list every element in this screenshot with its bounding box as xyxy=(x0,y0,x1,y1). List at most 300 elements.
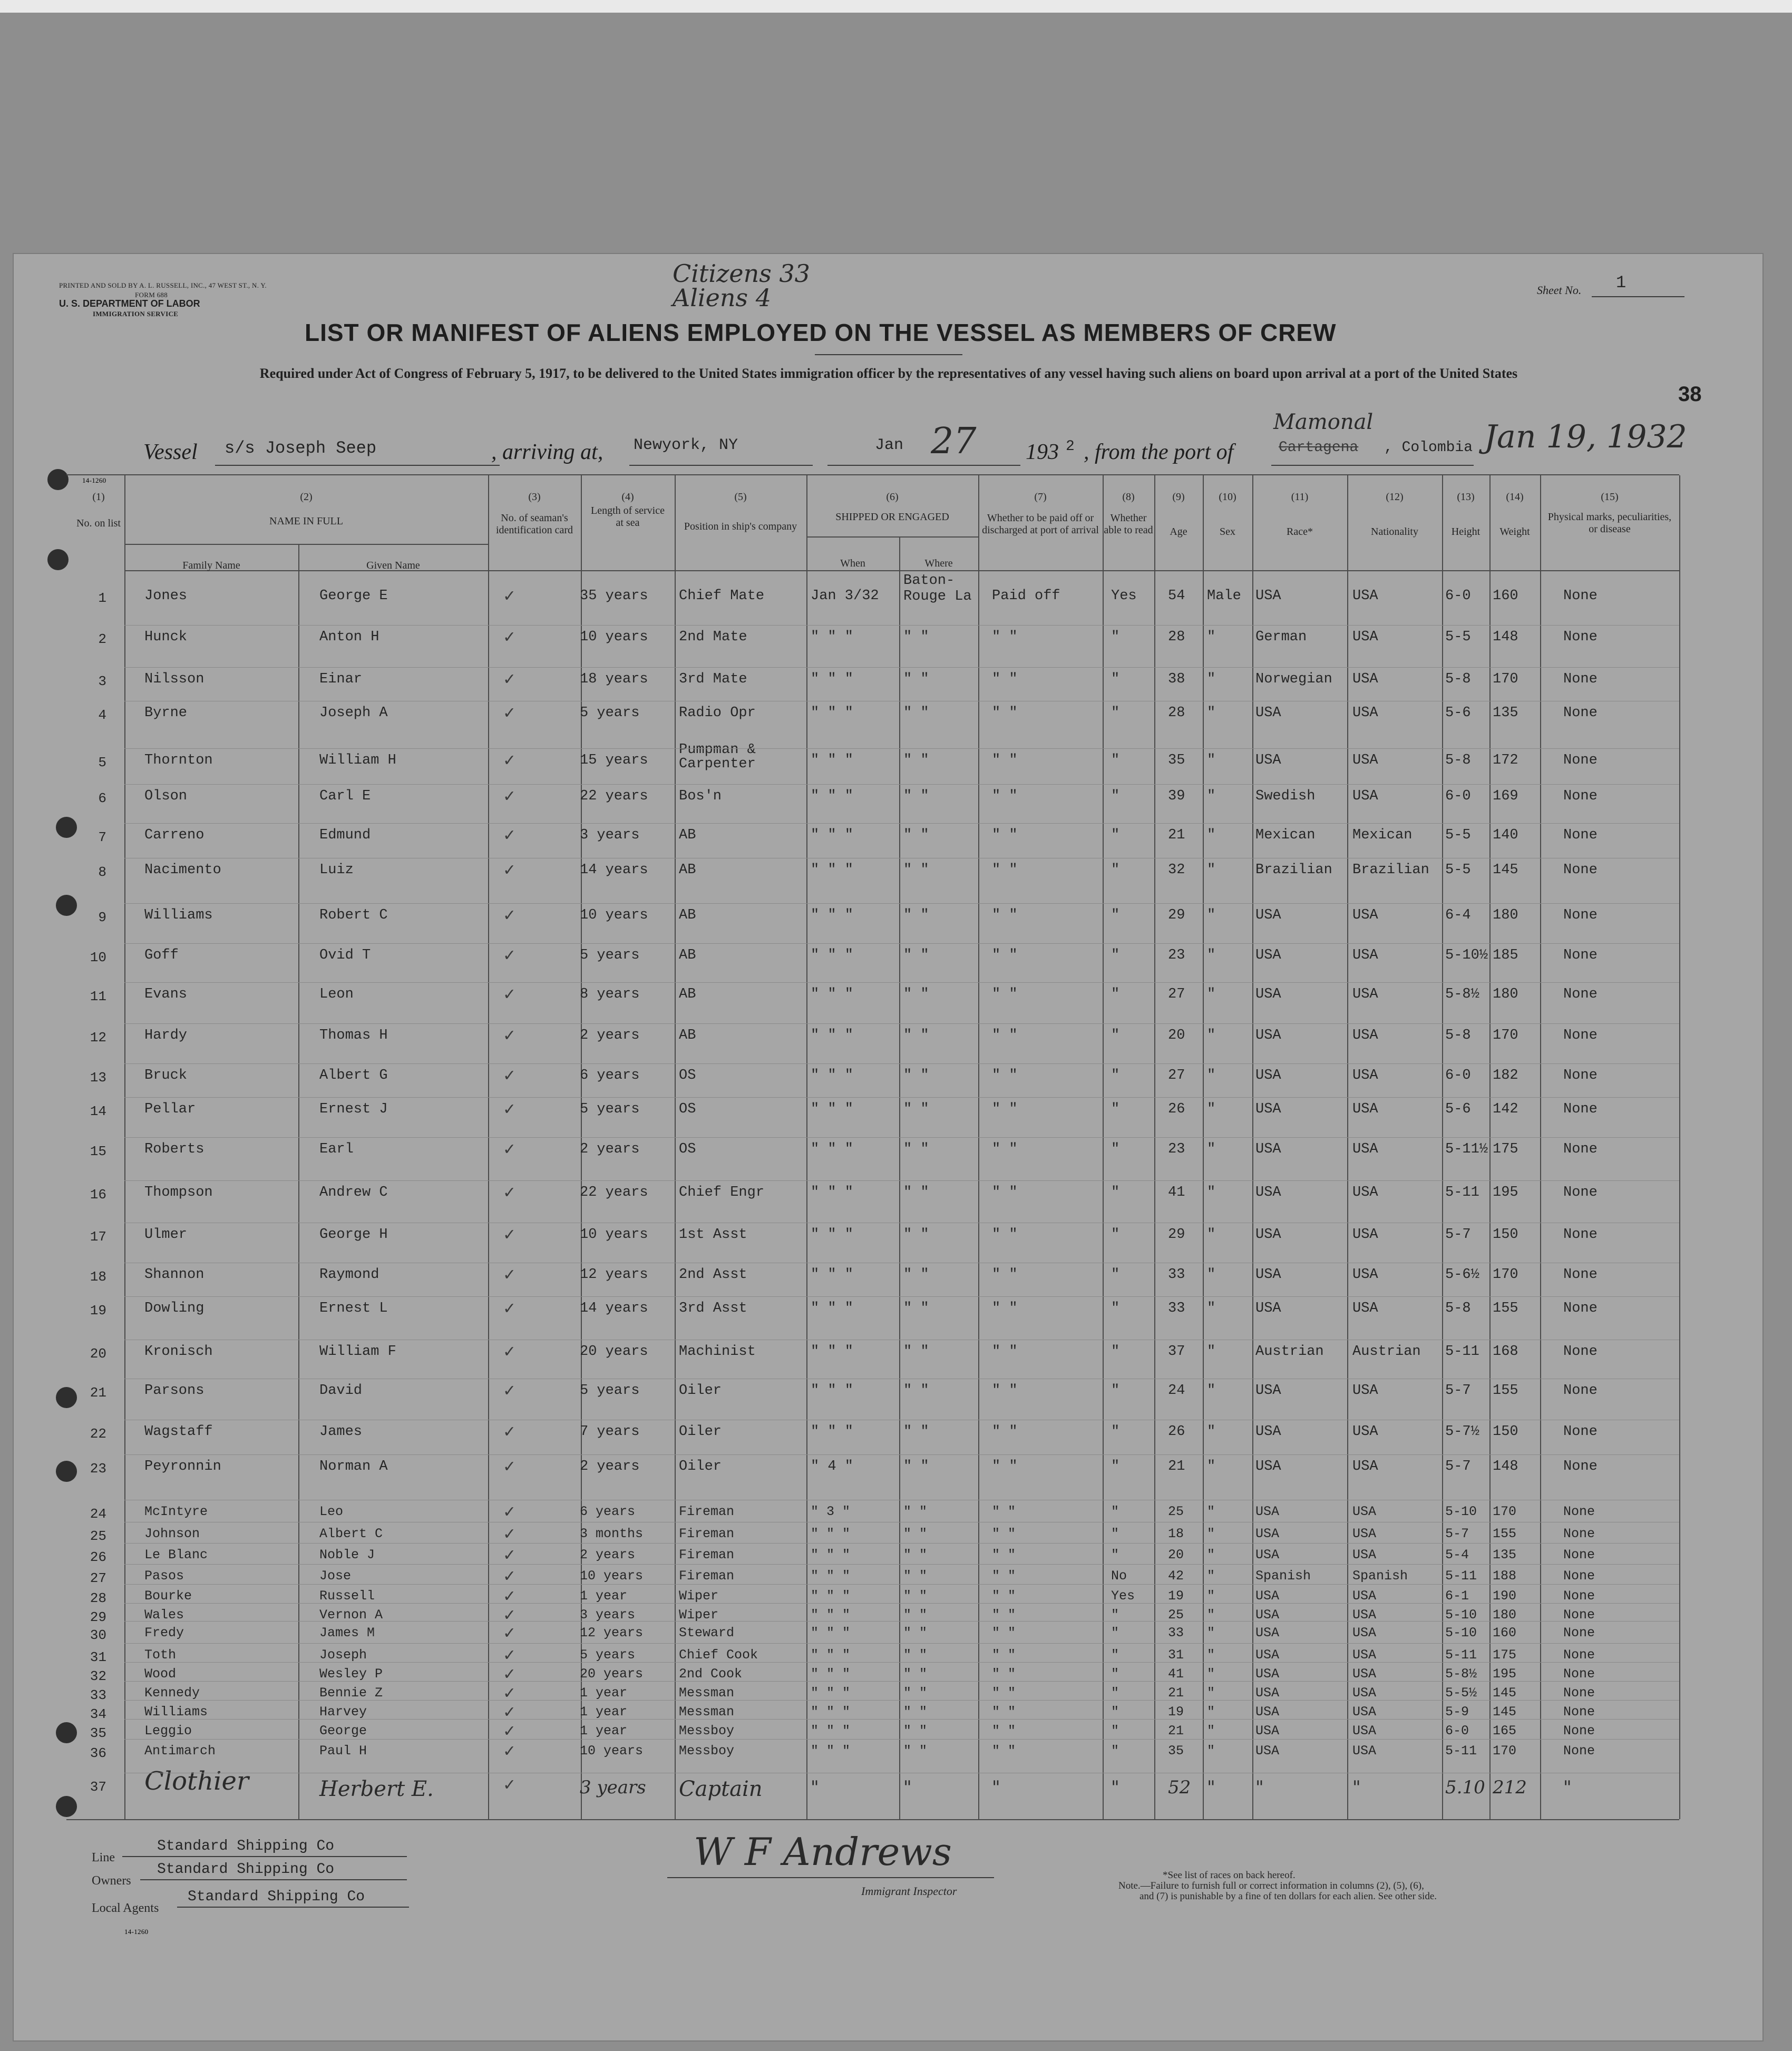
cell-sex: " xyxy=(1207,671,1216,687)
cell-when: " " " xyxy=(811,862,854,878)
cell-height: 5-8½ xyxy=(1445,987,1479,1002)
cell-height: 5-8 xyxy=(1445,1301,1471,1316)
id-card-checkmark: ✓ xyxy=(504,1665,515,1685)
cell-read: " xyxy=(1111,1068,1120,1083)
cell-weight: 148 xyxy=(1493,629,1518,645)
id-card-checkmark: ✓ xyxy=(504,1140,515,1160)
cell-service: 8 years xyxy=(580,987,640,1002)
cell-weight: 135 xyxy=(1493,705,1518,721)
cell-when: " " " xyxy=(811,1101,854,1117)
cell-service: 10 years xyxy=(580,1227,648,1243)
cell-weight: 180 xyxy=(1493,1607,1517,1623)
cell-read: " xyxy=(1111,1704,1119,1720)
cell-where: " " xyxy=(903,1459,929,1474)
cell-when: " " " xyxy=(811,1028,854,1043)
cell-height: 5-5½ xyxy=(1445,1685,1477,1701)
cell-sex: " xyxy=(1207,987,1216,1002)
cell-where: " " xyxy=(903,1743,928,1759)
row-number: 36 xyxy=(90,1745,106,1761)
cell-race: Swedish xyxy=(1255,788,1316,804)
cell-paid: " " xyxy=(992,1101,1018,1117)
cell-race: USA xyxy=(1255,588,1281,604)
cell-race: USA xyxy=(1255,1607,1280,1623)
cell-marks: None xyxy=(1563,1028,1598,1043)
table-top-border xyxy=(66,474,1679,475)
cell-nationality: USA xyxy=(1352,987,1378,1002)
cell-paid: " xyxy=(992,1777,1000,1798)
cell-where: " " xyxy=(903,1568,928,1584)
footer-note-penalty-2: and (7) is punishable by a fine of ten dollars for each alien. See other side. xyxy=(1140,1891,1437,1902)
cell-when: " " " xyxy=(811,1685,851,1701)
footer-form-code: 14-1260 xyxy=(124,1928,149,1936)
row-number: 8 xyxy=(98,864,106,880)
cell-service: 12 years xyxy=(580,1625,644,1640)
cell-when: " " " xyxy=(811,1227,854,1243)
cell-race: USA xyxy=(1255,1383,1281,1399)
line-value: Standard Shipping Co xyxy=(157,1838,335,1854)
cell-marks: None xyxy=(1563,1267,1598,1283)
cell-position: Fireman xyxy=(679,1504,735,1519)
cell-where: " " xyxy=(903,1424,929,1440)
row-number: 28 xyxy=(90,1590,106,1606)
cell-position: AB xyxy=(679,1028,696,1043)
cell-position: Messman xyxy=(679,1685,735,1701)
cell-height: 5-7 xyxy=(1445,1459,1471,1474)
cell-race: USA xyxy=(1255,1068,1281,1083)
id-card-checkmark: ✓ xyxy=(504,1027,515,1047)
row-number: 14 xyxy=(90,1103,106,1119)
cell-where: " " xyxy=(903,1588,928,1604)
row-rule xyxy=(124,1454,1679,1455)
cell-position: Radio Opr xyxy=(679,705,756,721)
departure-date: Jan 19, 1932 xyxy=(1484,418,1687,455)
cell-family: Peyronnin xyxy=(144,1459,221,1474)
page-number: 38 xyxy=(1678,383,1702,406)
cell-when: " " " xyxy=(811,1344,854,1360)
cell-weight: 190 xyxy=(1493,1588,1517,1604)
cell-service: 10 years xyxy=(580,1743,644,1759)
cell-when: " " " xyxy=(811,1267,854,1283)
cell-where: " " xyxy=(903,1383,929,1399)
cell-family: Le Blanc xyxy=(144,1547,208,1562)
cell-paid: " " xyxy=(992,705,1018,721)
cell-marks: None xyxy=(1563,948,1598,963)
cell-when: " xyxy=(811,1777,819,1798)
cell-height: 5.10 xyxy=(1445,1777,1485,1798)
cell-given: Earl xyxy=(319,1141,354,1157)
departure-port-handwritten: Mamonal xyxy=(1273,410,1374,434)
cell-height: 6-0 xyxy=(1445,788,1471,804)
cell-given: Einar xyxy=(319,671,363,687)
id-card-checkmark: ✓ xyxy=(504,1684,515,1704)
row-rule xyxy=(124,667,1679,668)
cell-when: " " " xyxy=(811,629,854,645)
cell-read: " xyxy=(1111,907,1120,923)
punch-hole xyxy=(47,469,69,490)
cell-marks: None xyxy=(1563,753,1598,768)
cell-sex: " xyxy=(1207,753,1216,768)
cell-weight: 195 xyxy=(1493,1666,1517,1682)
cell-position: 2nd Cook xyxy=(679,1666,743,1682)
cell-position: Captain xyxy=(679,1777,763,1801)
cell-sex: " xyxy=(1207,1625,1215,1640)
cell-height: 5-8 xyxy=(1445,1028,1471,1043)
id-card-checkmark: ✓ xyxy=(504,1587,515,1607)
cell-paid: " " xyxy=(992,1344,1018,1360)
cell-weight: 148 xyxy=(1493,1459,1518,1474)
cell-service: 3 years xyxy=(580,1777,646,1798)
cell-family: Kronisch xyxy=(144,1344,213,1360)
punch-hole xyxy=(47,549,69,570)
cell-service: 22 years xyxy=(580,1185,648,1200)
cell-marks: None xyxy=(1563,1607,1595,1623)
cell-weight: 155 xyxy=(1493,1383,1518,1399)
cell-paid: " " xyxy=(992,1141,1018,1157)
year-suffix: 2 xyxy=(1066,438,1075,455)
cell-nationality: USA xyxy=(1352,1227,1378,1243)
cell-family: McIntyre xyxy=(144,1504,208,1519)
cell-weight: 170 xyxy=(1493,1028,1518,1043)
cell-nationality: Brazilian xyxy=(1352,862,1429,878)
cell-given: Paul H xyxy=(319,1743,367,1759)
row-number: 34 xyxy=(90,1706,106,1722)
cell-age: 33 xyxy=(1168,1301,1185,1316)
row-rule xyxy=(124,1643,1679,1644)
cell-race: Spanish xyxy=(1255,1568,1311,1584)
cell-family: Shannon xyxy=(144,1267,204,1283)
cell-family: Pellar xyxy=(144,1101,196,1117)
cell-sex: " xyxy=(1207,1704,1215,1720)
table-bottom-border xyxy=(66,1819,1679,1820)
cell-service: 14 years xyxy=(580,1301,648,1316)
cell-age: 25 xyxy=(1168,1504,1184,1519)
cell-marks: None xyxy=(1563,1568,1595,1584)
cell-marks: None xyxy=(1563,1704,1595,1720)
row-rule xyxy=(124,1180,1679,1181)
row-number: 3 xyxy=(98,673,106,689)
row-number: 11 xyxy=(90,989,106,1004)
cell-read: No xyxy=(1111,1568,1127,1584)
cell-when: " " " xyxy=(811,1723,851,1739)
cell-family: Ulmer xyxy=(144,1227,188,1243)
cell-sex: " xyxy=(1207,1568,1215,1584)
id-card-checkmark: ✓ xyxy=(504,861,515,881)
cell-paid: " " xyxy=(992,1723,1016,1739)
cell-read: " xyxy=(1111,1383,1120,1399)
row-rule xyxy=(124,1603,1679,1604)
cell-when: " " " xyxy=(811,1301,854,1316)
row-rule xyxy=(124,1097,1679,1098)
cell-read: " xyxy=(1111,705,1120,721)
cell-service: 5 years xyxy=(580,948,640,963)
cell-given: Edmund xyxy=(319,827,371,843)
col-2a-header: Family Name xyxy=(182,560,240,571)
cell-family: Fredy xyxy=(144,1625,184,1640)
cell-family: Antimarch xyxy=(144,1743,216,1759)
cell-when: " " " xyxy=(811,705,854,721)
cell-height: 5-11 xyxy=(1445,1743,1477,1759)
id-card-checkmark: ✓ xyxy=(504,704,515,724)
cell-height: 6-1 xyxy=(1445,1588,1469,1604)
cell-position: 3rd Asst xyxy=(679,1301,747,1316)
cell-weight: 160 xyxy=(1493,588,1518,604)
row-rule xyxy=(124,1662,1679,1663)
cell-nationality: USA xyxy=(1352,1068,1378,1083)
cell-race: USA xyxy=(1255,1028,1281,1043)
row-number: 18 xyxy=(90,1269,106,1285)
col-11-number: (11) xyxy=(1291,491,1309,503)
cell-marks: None xyxy=(1563,588,1598,604)
cell-paid: " " xyxy=(992,1647,1016,1663)
row-number: 23 xyxy=(90,1461,106,1477)
arriving-label: , arriving at, xyxy=(491,440,603,464)
col-2b-header: Given Name xyxy=(366,560,420,571)
cell-race: USA xyxy=(1255,1301,1281,1316)
cell-family: Hardy xyxy=(144,1028,188,1043)
cell-where: " " xyxy=(903,1185,929,1200)
row-number: 20 xyxy=(90,1346,106,1362)
cell-age: 19 xyxy=(1168,1704,1184,1720)
row-number: 29 xyxy=(90,1609,106,1625)
cell-service: 10 years xyxy=(580,907,648,923)
cell-race: USA xyxy=(1255,1267,1281,1283)
cell-read: " xyxy=(1111,1459,1120,1474)
cell-weight: 145 xyxy=(1493,1704,1517,1720)
cell-sex: " xyxy=(1207,1227,1216,1243)
cell-where: " " xyxy=(903,1625,928,1640)
cell-marks: " xyxy=(1563,1777,1572,1798)
cell-race: USA xyxy=(1255,1743,1280,1759)
cell-where: " " xyxy=(903,1647,928,1663)
punch-hole xyxy=(56,895,77,916)
cell-height: 6-4 xyxy=(1445,907,1471,923)
cell-height: 5-10 xyxy=(1445,1625,1477,1640)
cell-marks: None xyxy=(1563,1647,1595,1663)
cell-race: USA xyxy=(1255,1723,1280,1739)
cell-paid: " " xyxy=(992,1666,1016,1682)
cell-read: " xyxy=(1111,1227,1120,1243)
cell-nationality: USA xyxy=(1352,1647,1377,1663)
cell-read: " xyxy=(1111,1777,1119,1798)
cell-sex: " xyxy=(1207,1301,1216,1316)
cell-family: Clothier xyxy=(144,1766,249,1796)
cell-where: " " xyxy=(903,705,929,721)
cell-family: Roberts xyxy=(144,1141,204,1157)
row-number: 31 xyxy=(90,1649,106,1665)
cell-age: 21 xyxy=(1168,827,1185,843)
cell-weight: 169 xyxy=(1493,788,1518,804)
cell-height: 5-7 xyxy=(1445,1526,1469,1541)
cell-sex: " xyxy=(1207,1526,1215,1541)
inspector-signature: W F Andrews xyxy=(694,1830,952,1874)
cell-age: 29 xyxy=(1168,1227,1185,1243)
vessel-label: Vessel xyxy=(143,440,198,464)
id-card-checkmark: ✓ xyxy=(504,587,515,607)
row-number: 13 xyxy=(90,1070,106,1086)
cell-paid: " " xyxy=(992,1547,1016,1562)
cell-read: " xyxy=(1111,1647,1119,1663)
cell-sex: " xyxy=(1207,629,1216,645)
cell-height: 5-8½ xyxy=(1445,1666,1477,1682)
row-number: 25 xyxy=(90,1528,106,1544)
agents-value: Standard Shipping Co xyxy=(188,1889,365,1905)
cell-position: AB xyxy=(679,862,696,878)
id-card-checkmark: ✓ xyxy=(504,1525,515,1545)
cell-sex: " xyxy=(1207,907,1216,923)
cell-paid: " " xyxy=(992,788,1018,804)
cell-sex: " xyxy=(1207,1185,1216,1200)
cell-read: " xyxy=(1111,1504,1119,1519)
cell-when: " " " xyxy=(811,827,854,843)
cell-service: 5 years xyxy=(580,1647,636,1663)
cell-race: USA xyxy=(1255,907,1281,923)
cell-position: OS xyxy=(679,1101,696,1117)
cell-race: USA xyxy=(1255,987,1281,1002)
cell-weight: 170 xyxy=(1493,1743,1517,1759)
row-number: 7 xyxy=(98,829,106,845)
cell-when: " " " xyxy=(811,1666,851,1682)
cell-marks: None xyxy=(1563,1141,1598,1157)
cell-sex: " xyxy=(1207,1647,1215,1663)
cell-when: " " " xyxy=(811,1185,854,1200)
col-12-header: Nationality xyxy=(1371,526,1418,538)
cell-given: Herbert E. xyxy=(319,1777,434,1801)
cell-when: " " " xyxy=(811,1141,854,1157)
cell-age: 20 xyxy=(1168,1547,1184,1562)
id-card-checkmark: ✓ xyxy=(504,1266,515,1286)
cell-family: Bourke xyxy=(144,1588,192,1604)
cell-given: Thomas H xyxy=(319,1028,388,1043)
cell-sex: " xyxy=(1207,1588,1215,1604)
cell-when: " " " xyxy=(811,1588,851,1604)
cell-family: Williams xyxy=(144,1704,208,1720)
id-card-checkmark: ✓ xyxy=(504,826,515,846)
sheet-label: Sheet No. xyxy=(1537,284,1582,297)
cell-nationality: USA xyxy=(1352,1723,1377,1739)
col-14-number: (14) xyxy=(1506,491,1524,503)
cell-given: Leon xyxy=(319,987,354,1002)
cell-height: 5-6½ xyxy=(1445,1267,1479,1283)
cell-service: 2 years xyxy=(580,1028,640,1043)
col-1-number: (1) xyxy=(92,491,105,503)
cell-marks: None xyxy=(1563,705,1598,721)
cell-sex: " xyxy=(1207,1777,1215,1798)
cell-family: Williams xyxy=(144,907,213,923)
col-5-header: Position in ship's company xyxy=(684,521,797,532)
cell-age: 23 xyxy=(1168,1141,1185,1157)
cell-nationality: USA xyxy=(1352,1526,1377,1541)
cell-read: " xyxy=(1111,1685,1119,1701)
cell-position: Fireman xyxy=(679,1526,735,1541)
col-2-number: (2) xyxy=(300,491,313,503)
cell-age: 24 xyxy=(1168,1383,1185,1399)
cell-family: Wood xyxy=(144,1666,177,1682)
cell-where: " " xyxy=(903,1028,929,1043)
cell-sex: Male xyxy=(1207,588,1241,604)
cell-marks: None xyxy=(1563,671,1598,687)
cell-read: " xyxy=(1111,788,1120,804)
row-number: 6 xyxy=(98,790,106,806)
cell-service: 22 years xyxy=(580,788,648,804)
cell-nationality: USA xyxy=(1352,1101,1378,1117)
cell-weight: 172 xyxy=(1493,753,1518,768)
cell-paid: " " xyxy=(992,1607,1016,1623)
row-rule xyxy=(124,1681,1679,1682)
id-card-checkmark: ✓ xyxy=(504,1606,515,1626)
row-rule xyxy=(124,748,1679,749)
cell-marks: None xyxy=(1563,1685,1595,1701)
cell-marks: None xyxy=(1563,1526,1595,1541)
cell-marks: None xyxy=(1563,862,1598,878)
cell-age: 31 xyxy=(1168,1647,1184,1663)
cell-paid: " " xyxy=(992,1526,1016,1541)
cell-given: Raymond xyxy=(319,1267,379,1283)
cell-where: " " xyxy=(903,987,929,1002)
cell-read: " xyxy=(1111,1625,1119,1640)
cell-read: " xyxy=(1111,1723,1119,1739)
cell-service: 1 year xyxy=(580,1685,628,1701)
col-6-header: SHIPPED OR ENGAGED xyxy=(835,511,949,523)
cell-service: 6 years xyxy=(580,1504,636,1519)
cell-nationality: USA xyxy=(1352,948,1378,963)
cell-read: " xyxy=(1111,1028,1120,1043)
cell-read: " xyxy=(1111,1141,1120,1157)
cell-age: 42 xyxy=(1168,1568,1184,1584)
cell-nationality: USA xyxy=(1352,705,1378,721)
cell-race: USA xyxy=(1255,1704,1280,1720)
cell-marks: None xyxy=(1563,1547,1595,1562)
cell-family: Goff xyxy=(144,948,179,963)
cell-sex: " xyxy=(1207,1068,1216,1083)
cell-nationality: Spanish xyxy=(1352,1568,1408,1584)
cell-paid: " " xyxy=(992,948,1018,963)
col-13-header: Height xyxy=(1451,526,1481,538)
cell-age: 21 xyxy=(1168,1723,1184,1739)
cell-weight: 150 xyxy=(1493,1424,1518,1440)
cell-service: 1 year xyxy=(580,1723,628,1739)
cell-read: " xyxy=(1111,753,1120,768)
cell-family: Nacimento xyxy=(144,862,221,878)
cell-family: Pasos xyxy=(144,1568,184,1584)
cell-nationality: USA xyxy=(1352,1028,1378,1043)
cell-paid: " " xyxy=(992,907,1018,923)
row-rule xyxy=(124,1543,1679,1544)
cell-when: " " " xyxy=(811,1526,851,1541)
cell-age: 23 xyxy=(1168,948,1185,963)
col-4-header: Length of service at sea xyxy=(591,505,665,529)
cell-nationality: USA xyxy=(1352,1588,1377,1604)
row-number: 27 xyxy=(90,1570,106,1586)
cell-where: " " xyxy=(903,907,929,923)
row-rule xyxy=(124,1296,1679,1297)
id-card-checkmark: ✓ xyxy=(504,751,515,771)
row-number: 4 xyxy=(98,707,106,723)
col-3-number: (3) xyxy=(528,491,541,503)
cell-family: Evans xyxy=(144,987,188,1002)
cell-height: 5-6 xyxy=(1445,705,1471,721)
cell-paid: " " xyxy=(992,1301,1018,1316)
cell-position: Messboy xyxy=(679,1743,735,1759)
cell-paid: " " xyxy=(992,1028,1018,1043)
cell-age: 28 xyxy=(1168,629,1185,645)
cell-service: 12 years xyxy=(580,1267,648,1283)
cell-when: " " " xyxy=(811,671,854,687)
cell-nationality: USA xyxy=(1352,1185,1378,1200)
cell-service: 10 years xyxy=(580,1568,644,1584)
cell-race: USA xyxy=(1255,1666,1280,1682)
cell-age: 27 xyxy=(1168,1068,1185,1083)
cell-where: " xyxy=(903,1777,912,1798)
